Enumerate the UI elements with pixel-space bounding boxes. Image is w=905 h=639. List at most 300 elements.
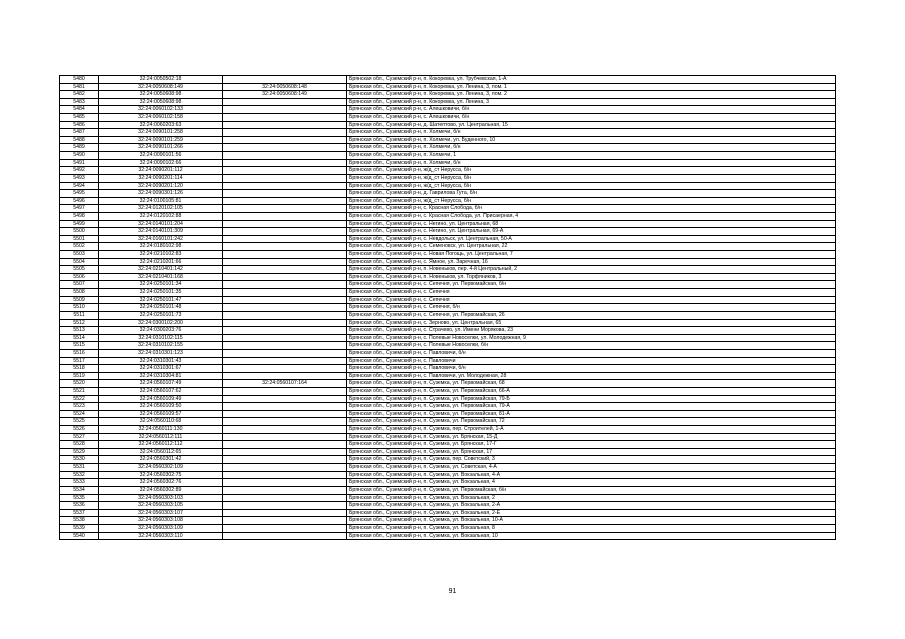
cadastral-number-cell: 32:24:0560301:42 — [99, 456, 223, 464]
table-row — [60, 319, 836, 327]
address-cell: Брянская обл., Суземский р-н, с. Алешковичи, б/н — [347, 106, 836, 114]
row-number-cell: 5516 — [60, 349, 99, 357]
table-row — [60, 365, 836, 373]
cadastral-number-cell: 32:24:0560303:110 — [99, 532, 223, 540]
previous-cadastral-number-cell — [223, 152, 347, 160]
previous-cadastral-number-cell — [223, 235, 347, 243]
table-row — [60, 289, 836, 297]
previous-cadastral-number-cell — [223, 410, 347, 418]
previous-cadastral-number-cell — [223, 129, 347, 137]
address-cell: Брянская обл., Суземский р-н, с. Павловичи — [347, 357, 836, 365]
cadastral-number-cell: 32:24:0120102:105 — [99, 205, 223, 213]
address-cell: Брянская обл., Суземский р-н, п. Холмечи, ул. Буденного, 10 — [347, 136, 836, 144]
address-cell: Брянская обл., Суземский р-н, с. Ямное, ул. Заречная, 16 — [347, 258, 836, 266]
row-number-cell: 5495 — [60, 190, 99, 198]
table-row — [60, 91, 836, 99]
address-cell: Брянская обл., Суземский р-н, п. Кокоревка, ул. Ленина, 3, пом. 2 — [347, 91, 836, 99]
address-cell: Брянская обл., Суземский р-н, п. Суземка, ул. Вокзальная, 2-Е — [347, 509, 836, 517]
row-number-cell: 5501 — [60, 235, 99, 243]
table-row — [60, 258, 836, 266]
address-cell: Брянская обл., Суземский р-н, п. Новеньков, ул. Торфяников, 3 — [347, 273, 836, 281]
row-number-cell: 5498 — [60, 212, 99, 220]
previous-cadastral-number-cell — [223, 251, 347, 259]
cadastral-number-cell: 32:24:0560109:50 — [99, 403, 223, 411]
table-row — [60, 509, 836, 517]
address-cell: Брянская обл., Суземский р-н, п. Новеньков, пер. 4-й Центральный, 2 — [347, 266, 836, 274]
cadastral-number-cell: 32:24:0090201:114 — [99, 174, 223, 182]
row-number-cell: 5521 — [60, 387, 99, 395]
previous-cadastral-number-cell — [223, 486, 347, 494]
cadastral-number-cell: 32:24:0050608:149 — [99, 83, 223, 91]
previous-cadastral-number-cell — [223, 471, 347, 479]
table-row — [60, 114, 836, 122]
table-row — [60, 76, 836, 84]
row-number-cell: 5508 — [60, 289, 99, 297]
cadastral-number-cell: 32:24:0250101:73 — [99, 311, 223, 319]
cadastral-number-cell: 32:24:0090101:258 — [99, 129, 223, 137]
table-row — [60, 327, 836, 335]
table-row — [60, 182, 836, 190]
cadastral-number-cell: 32:24:0310301:67 — [99, 365, 223, 373]
row-number-cell: 5506 — [60, 273, 99, 281]
address-cell: Брянская обл., Суземский р-н, с. Сепечня, ул. Первомайская, 26 — [347, 311, 836, 319]
previous-cadastral-number-cell — [223, 174, 347, 182]
address-cell: Брянская обл., Суземский р-н, с. Полевые Новоселки, б/н — [347, 342, 836, 350]
address-cell: Брянская обл., Суземский р-н, п. Суземка, ул. Брянская, 17-Г — [347, 441, 836, 449]
cadastral-number-cell: 32:24:0560303:105 — [99, 502, 223, 510]
row-number-cell: 5481 — [60, 83, 99, 91]
previous-cadastral-number-cell — [223, 159, 347, 167]
address-cell: Брянская обл., Суземский р-н, с. Сепечня — [347, 289, 836, 297]
address-cell: Брянская обл., Суземский р-н, п. Суземка, ул. Вокзальная, 4 — [347, 479, 836, 487]
previous-cadastral-number-cell — [223, 114, 347, 122]
address-cell: Брянская обл., Суземский р-н, п. Суземка, ул. Брянская, 15-Д — [347, 433, 836, 441]
row-number-cell: 5492 — [60, 167, 99, 175]
row-number-cell: 5531 — [60, 464, 99, 472]
address-cell: Брянская обл., Суземский р-н, п. Суземка, ул. Вокзальная, 10 — [347, 532, 836, 540]
address-cell: Брянская обл., Суземский р-н, п. Кокоревка, ул. Ленина, 3, пом. 1 — [347, 83, 836, 91]
previous-cadastral-number-cell — [223, 327, 347, 335]
address-cell: Брянская обл., Суземский р-н, с. Негино, ул. Центральная, 68 — [347, 220, 836, 228]
cadastral-number-cell: 32:24:0060102:133 — [99, 106, 223, 114]
table-row — [60, 167, 836, 175]
table-row — [60, 426, 836, 434]
address-cell: Брянская обл., Суземский р-н, с. Алешковичи, б/н — [347, 114, 836, 122]
address-cell: Брянская обл., Суземский р-н, с. Павловичи, ул. Молодежная, 28 — [347, 372, 836, 380]
table-row — [60, 152, 836, 160]
cadastral-number-cell: 32:24:0090101:259 — [99, 136, 223, 144]
cadastral-number-cell: 32:24:0560303:103 — [99, 494, 223, 502]
property-registry-table — [59, 75, 836, 540]
previous-cadastral-number-cell — [223, 532, 347, 540]
cadastral-number-cell: 32:24:0560303:108 — [99, 517, 223, 525]
cadastral-number-cell: 32:24:0560112:111 — [99, 433, 223, 441]
previous-cadastral-number-cell — [223, 372, 347, 380]
table-row — [60, 304, 836, 312]
row-number-cell: 5517 — [60, 357, 99, 365]
table-row — [60, 532, 836, 540]
cadastral-number-cell: 32:24:0090201:112 — [99, 167, 223, 175]
row-number-cell: 5496 — [60, 197, 99, 205]
address-cell: Брянская обл., Суземский р-н, с. Красная Слобода, б/н — [347, 205, 836, 213]
previous-cadastral-number-cell — [223, 190, 347, 198]
table-row — [60, 98, 836, 106]
row-number-cell: 5504 — [60, 258, 99, 266]
table-row — [60, 403, 836, 411]
previous-cadastral-number-cell — [223, 121, 347, 129]
previous-cadastral-number-cell — [223, 136, 347, 144]
cadastral-number-cell: 32:24:0560302:109 — [99, 464, 223, 472]
previous-cadastral-number-cell — [223, 395, 347, 403]
previous-cadastral-number-cell — [223, 479, 347, 487]
address-cell: Брянская обл., Суземский р-н, п. Суземка, ул. Вокзальная, 10-А — [347, 517, 836, 525]
row-number-cell: 5489 — [60, 144, 99, 152]
cadastral-number-cell: 32:24:0210401:142 — [99, 266, 223, 274]
cadastral-number-cell: 32:24:0560109:57 — [99, 410, 223, 418]
cadastral-number-cell: 32:24:0160101:242 — [99, 235, 223, 243]
table-row — [60, 121, 836, 129]
cadastral-number-cell: 32:24:0210401:168 — [99, 273, 223, 281]
table-row — [60, 441, 836, 449]
row-number-cell: 5494 — [60, 182, 99, 190]
address-cell: Брянская обл., Суземский р-н, ж/д_ст Нерусса, б/н — [347, 174, 836, 182]
address-cell: Брянская обл., Суземский р-н, п. Кокоревка, ул. Ленина, 3 — [347, 98, 836, 106]
address-cell: Брянская обл., Суземский р-н, п. Холмечи, б/н — [347, 159, 836, 167]
cadastral-number-cell: 32:24:0210102:83 — [99, 251, 223, 259]
cadastral-number-cell: 32:24:0140101:309 — [99, 228, 223, 236]
table-row — [60, 281, 836, 289]
address-cell: Брянская обл., Суземский р-н, п. Суземка, ул. Советская, 4-А — [347, 464, 836, 472]
address-cell: Брянская обл., Суземский р-н, с. Страчево, ул. Имени Морякова, 23 — [347, 327, 836, 335]
row-number-cell: 5515 — [60, 342, 99, 350]
cadastral-number-cell: 32:24:0250101:47 — [99, 296, 223, 304]
previous-cadastral-number-cell — [223, 494, 347, 502]
cadastral-number-cell: 32:24:0120102:88 — [99, 212, 223, 220]
row-number-cell: 5539 — [60, 524, 99, 532]
table-row — [60, 464, 836, 472]
table-row — [60, 433, 836, 441]
cadastral-number-cell: 32:24:0250101:48 — [99, 304, 223, 312]
cadastral-number-cell: 32:24:0560302:75 — [99, 471, 223, 479]
address-cell: Брянская обл., Суземский р-н, п. Суземка, пер. Строителей, 1-А — [347, 426, 836, 434]
address-cell: Брянская обл., Суземский р-н, ж/д_ст Нерусса, б/н — [347, 197, 836, 205]
previous-cadastral-number-cell — [223, 357, 347, 365]
row-number-cell: 5524 — [60, 410, 99, 418]
address-cell: Брянская обл., Суземский р-н, с. Зерново, ул. Центральная, 65 — [347, 319, 836, 327]
table-row — [60, 395, 836, 403]
cadastral-number-cell: 32:24:0060203:63 — [99, 121, 223, 129]
previous-cadastral-number-cell — [223, 403, 347, 411]
previous-cadastral-number-cell — [223, 387, 347, 395]
previous-cadastral-number-cell — [223, 205, 347, 213]
address-cell: Брянская обл., Суземский р-н, п. Суземка, пер. Советский, 3 — [347, 456, 836, 464]
table-row — [60, 387, 836, 395]
table-row — [60, 220, 836, 228]
row-number-cell: 5512 — [60, 319, 99, 327]
table-row — [60, 456, 836, 464]
previous-cadastral-number-cell — [223, 220, 347, 228]
row-number-cell: 5491 — [60, 159, 99, 167]
row-number-cell: 5519 — [60, 372, 99, 380]
row-number-cell: 5526 — [60, 426, 99, 434]
table-row — [60, 251, 836, 259]
previous-cadastral-number-cell — [223, 98, 347, 106]
table-row — [60, 517, 836, 525]
table-row — [60, 380, 836, 388]
previous-cadastral-number-cell — [223, 228, 347, 236]
row-number-cell: 5534 — [60, 486, 99, 494]
cadastral-number-cell: 32:24:0560107:62 — [99, 387, 223, 395]
table-row — [60, 372, 836, 380]
cadastral-number-cell: 32:24:0560302:76 — [99, 479, 223, 487]
table-row — [60, 159, 836, 167]
previous-cadastral-number-cell: 32:24:0050608:148 — [223, 83, 347, 91]
previous-cadastral-number-cell — [223, 266, 347, 274]
table-row — [60, 106, 836, 114]
row-number-cell: 5530 — [60, 456, 99, 464]
address-cell: Брянская обл., Суземский р-н, п. Холмечи, 1 — [347, 152, 836, 160]
address-cell: Брянская обл., Суземский р-н, с. Новая Погощь, ул. Центральная, 7 — [347, 251, 836, 259]
table-row — [60, 410, 836, 418]
row-number-cell: 5488 — [60, 136, 99, 144]
row-number-cell: 5514 — [60, 334, 99, 342]
row-number-cell: 5503 — [60, 251, 99, 259]
cadastral-number-cell: 32:24:0250101:35 — [99, 289, 223, 297]
table-row — [60, 243, 836, 251]
previous-cadastral-number-cell — [223, 273, 347, 281]
previous-cadastral-number-cell — [223, 342, 347, 350]
previous-cadastral-number-cell — [223, 418, 347, 426]
row-number-cell: 5527 — [60, 433, 99, 441]
cadastral-number-cell: 32:24:0210201:66 — [99, 258, 223, 266]
cadastral-number-cell: 32:24:0310102:155 — [99, 342, 223, 350]
cadastral-number-cell: 32:24:0090301:126 — [99, 190, 223, 198]
previous-cadastral-number-cell — [223, 197, 347, 205]
page-number: 91 — [448, 588, 457, 595]
table-row — [60, 418, 836, 426]
row-number-cell: 5525 — [60, 418, 99, 426]
row-number-cell: 5533 — [60, 479, 99, 487]
table-row — [60, 197, 836, 205]
cadastral-number-cell: 32:24:0560112:112 — [99, 441, 223, 449]
row-number-cell: 5483 — [60, 98, 99, 106]
previous-cadastral-number-cell — [223, 304, 347, 312]
table-row — [60, 524, 836, 532]
address-cell: Брянская обл., Суземский р-н, п. Холмечи, б/н — [347, 144, 836, 152]
table-row — [60, 502, 836, 510]
table-row — [60, 342, 836, 350]
row-number-cell: 5536 — [60, 502, 99, 510]
previous-cadastral-number-cell — [223, 456, 347, 464]
row-number-cell: 5537 — [60, 509, 99, 517]
table-row — [60, 494, 836, 502]
row-number-cell: 5493 — [60, 174, 99, 182]
cadastral-number-cell: 32:24:0050502:18 — [99, 76, 223, 84]
row-number-cell: 5510 — [60, 304, 99, 312]
previous-cadastral-number-cell — [223, 524, 347, 532]
previous-cadastral-number-cell — [223, 296, 347, 304]
cadastral-number-cell: 32:24:0060102:158 — [99, 114, 223, 122]
previous-cadastral-number-cell — [223, 464, 347, 472]
table-row — [60, 190, 836, 198]
row-number-cell: 5520 — [60, 380, 99, 388]
address-cell: Брянская обл., Суземский р-н, ж/д_ст Нерусса, б/н — [347, 167, 836, 175]
previous-cadastral-number-cell — [223, 212, 347, 220]
row-number-cell: 5518 — [60, 365, 99, 373]
previous-cadastral-number-cell — [223, 502, 347, 510]
cadastral-number-cell: 32:24:0100105:81 — [99, 197, 223, 205]
previous-cadastral-number-cell — [223, 433, 347, 441]
address-cell: Брянская обл., Суземский р-н, с. Полевые Новоселки, ул. Молодежная, 9 — [347, 334, 836, 342]
table-row — [60, 83, 836, 91]
cadastral-number-cell: 32:24:0310301:43 — [99, 357, 223, 365]
row-number-cell: 5490 — [60, 152, 99, 160]
address-cell: Брянская обл., Суземский р-н, с. Семеновск, ул. Центральная, 22 — [347, 243, 836, 251]
row-number-cell: 5500 — [60, 228, 99, 236]
row-number-cell: 5522 — [60, 395, 99, 403]
address-cell: Брянская обл., Суземский р-н, с. Негино, ул. Центральная, 69-А — [347, 228, 836, 236]
row-number-cell: 5538 — [60, 517, 99, 525]
table-row — [60, 357, 836, 365]
row-number-cell: 5497 — [60, 205, 99, 213]
address-cell: Брянская обл., Суземский р-н, п. Суземка, ул. Первомайская, 66-А — [347, 387, 836, 395]
table-row — [60, 212, 836, 220]
row-number-cell: 5485 — [60, 114, 99, 122]
row-number-cell: 5502 — [60, 243, 99, 251]
table-row — [60, 228, 836, 236]
cadastral-number-cell: 32:24:0560112:65 — [99, 448, 223, 456]
row-number-cell: 5523 — [60, 403, 99, 411]
address-cell: Брянская обл., Суземский р-н, д. Шатептово, ул. Центральная, 15 — [347, 121, 836, 129]
address-cell: Брянская обл., Суземский р-н, п. Суземка, ул. Вокзальная, 2 — [347, 494, 836, 502]
address-cell: Брянская обл., Суземский р-н, п. Суземка, ул. Первомайская, 72 — [347, 418, 836, 426]
cadastral-number-cell: 32:24:0050608:98 — [99, 98, 223, 106]
table-body — [60, 76, 836, 540]
previous-cadastral-number-cell — [223, 258, 347, 266]
address-cell: Брянская обл., Суземский р-н, п. Суземка, ул. Вокзальная, 2-А — [347, 502, 836, 510]
address-cell: Брянская обл., Суземский р-н, с. Сепечня, ул. Первомайская, б/н — [347, 281, 836, 289]
cadastral-number-cell: 32:24:0090101:266 — [99, 144, 223, 152]
table-row — [60, 349, 836, 357]
previous-cadastral-number-cell: 32:24:0050608:149 — [223, 91, 347, 99]
cadastral-number-cell: 32:24:0090102:66 — [99, 159, 223, 167]
table-row — [60, 448, 836, 456]
previous-cadastral-number-cell — [223, 182, 347, 190]
previous-cadastral-number-cell — [223, 509, 347, 517]
previous-cadastral-number-cell — [223, 76, 347, 84]
previous-cadastral-number-cell — [223, 319, 347, 327]
row-number-cell: 5499 — [60, 220, 99, 228]
cadastral-number-cell: 32:24:0300102:200 — [99, 319, 223, 327]
previous-cadastral-number-cell — [223, 106, 347, 114]
row-number-cell: 5507 — [60, 281, 99, 289]
previous-cadastral-number-cell — [223, 281, 347, 289]
previous-cadastral-number-cell — [223, 243, 347, 251]
previous-cadastral-number-cell — [223, 144, 347, 152]
previous-cadastral-number-cell — [223, 441, 347, 449]
previous-cadastral-number-cell — [223, 289, 347, 297]
table-row — [60, 205, 836, 213]
address-cell: Брянская обл., Суземский р-н, п. Суземка, ул. Вокзальная, 4-А — [347, 471, 836, 479]
row-number-cell: 5528 — [60, 441, 99, 449]
row-number-cell: 5511 — [60, 311, 99, 319]
address-cell: Брянская обл., Суземский р-н, с. Невдольск, ул. Центральная, 50-А — [347, 235, 836, 243]
table-row — [60, 486, 836, 494]
cadastral-number-cell: 32:24:0310102:115 — [99, 334, 223, 342]
row-number-cell: 5509 — [60, 296, 99, 304]
previous-cadastral-number-cell — [223, 311, 347, 319]
address-cell: Брянская обл., Суземский р-н, п. Суземка, ул. Брянская, 17 — [347, 448, 836, 456]
address-cell: Брянская обл., Суземский р-н, п. Суземка, ул. Первомайская, 79-Б — [347, 395, 836, 403]
previous-cadastral-number-cell — [223, 365, 347, 373]
address-cell: Брянская обл., Суземский р-н, п. Кокоревка, ул. Трубчевская, 1-А — [347, 76, 836, 84]
address-cell: Брянская обл., Суземский р-н, ж/д_ст Нерусса, б/н — [347, 182, 836, 190]
previous-cadastral-number-cell — [223, 517, 347, 525]
cadastral-number-cell: 32:24:0560303:107 — [99, 509, 223, 517]
address-cell: Брянская обл., Суземский р-н, с. Красная Слобода, ул. Присаерная, 4 — [347, 212, 836, 220]
row-number-cell: 5486 — [60, 121, 99, 129]
row-number-cell: 5529 — [60, 448, 99, 456]
row-number-cell: 5513 — [60, 327, 99, 335]
row-number-cell: 5532 — [60, 471, 99, 479]
table-row — [60, 471, 836, 479]
previous-cadastral-number-cell: 32:24:0560107:164 — [223, 380, 347, 388]
address-cell: Брянская обл., Суземский р-н, п. Суземка, ул. Первомайская, 79-А — [347, 403, 836, 411]
address-cell: Брянская обл., Суземский р-н, с. Сепечня, б/н — [347, 304, 836, 312]
row-number-cell: 5480 — [60, 76, 99, 84]
address-cell: Брянская обл., Суземский р-н, п. Суземка, ул. Первомайская, 81-А — [347, 410, 836, 418]
table-row — [60, 266, 836, 274]
address-cell: Брянская обл., Суземский р-н, п. Холмечи, б/н — [347, 129, 836, 137]
table-row — [60, 296, 836, 304]
cadastral-number-cell: 32:24:0560111:130 — [99, 426, 223, 434]
table-row — [60, 235, 836, 243]
previous-cadastral-number-cell — [223, 167, 347, 175]
cadastral-number-cell: 32:24:0250101:34 — [99, 281, 223, 289]
table-row — [60, 311, 836, 319]
cadastral-number-cell: 32:24:0560303:109 — [99, 524, 223, 532]
cadastral-number-cell: 32:24:0560302:89 — [99, 486, 223, 494]
row-number-cell: 5484 — [60, 106, 99, 114]
cadastral-number-cell: 32:24:0560107:49 — [99, 380, 223, 388]
row-number-cell: 5482 — [60, 91, 99, 99]
table-row — [60, 144, 836, 152]
address-cell: Брянская обл., Суземский р-н, п. Суземка, ул. Первомайская, 68 — [347, 380, 836, 388]
table-row — [60, 479, 836, 487]
previous-cadastral-number-cell — [223, 334, 347, 342]
cadastral-number-cell: 32:24:0090101:56 — [99, 152, 223, 160]
table-row — [60, 174, 836, 182]
cadastral-number-cell: 32:24:0300203:76 — [99, 327, 223, 335]
address-cell: Брянская обл., Суземский р-н, с. Павловичи, б/н — [347, 349, 836, 357]
previous-cadastral-number-cell — [223, 448, 347, 456]
cadastral-number-cell: 32:24:0310301:123 — [99, 349, 223, 357]
row-number-cell: 5505 — [60, 266, 99, 274]
table-row — [60, 129, 836, 137]
table-row — [60, 136, 836, 144]
cadastral-number-cell: 32:24:0560109:49 — [99, 395, 223, 403]
table-row — [60, 273, 836, 281]
cadastral-number-cell: 32:24:0560110:68 — [99, 418, 223, 426]
row-number-cell: 5535 — [60, 494, 99, 502]
address-cell: Брянская обл., Суземский р-н, с. Сепечня — [347, 296, 836, 304]
cadastral-number-cell: 32:24:0090201:120 — [99, 182, 223, 190]
cadastral-number-cell: 32:24:0180102:98 — [99, 243, 223, 251]
table-row — [60, 334, 836, 342]
cadastral-number-cell: 32:24:0140101:204 — [99, 220, 223, 228]
row-number-cell: 5540 — [60, 532, 99, 540]
previous-cadastral-number-cell — [223, 349, 347, 357]
